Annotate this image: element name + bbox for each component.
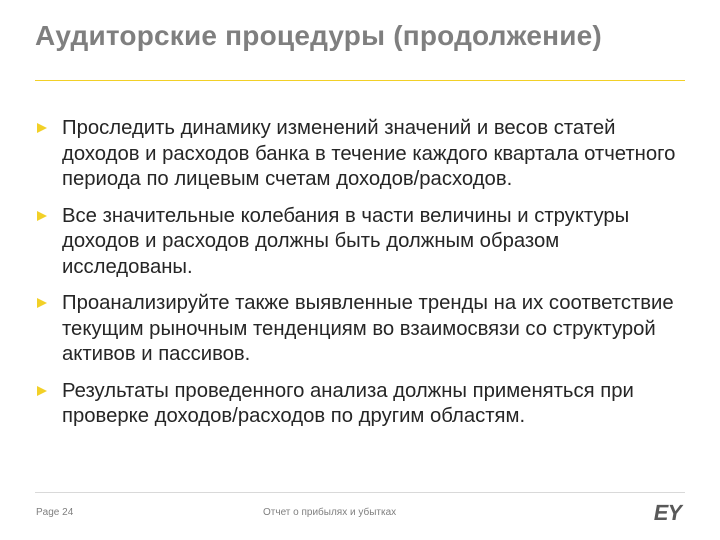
bullet-item [36, 379, 686, 430]
bullet-text: Результаты проведенного анализа должны применяться при проверке доходов/расходов по другим областям. [62, 379, 634, 427]
bullet-text: Проанализируйте также выявленные тренды на их соответствие текущим рыночным тенденциям во взаимосвязи со структурой активов и пассивов. [62, 292, 674, 365]
footer-divider [35, 492, 685, 493]
arrow-bullet-icon [37, 123, 47, 133]
title-divider [35, 80, 685, 81]
bullet-item [36, 116, 686, 193]
slide-title: Аудиторские процедуры (продолжение) [35, 20, 602, 51]
bullet-text: Все значительные колебания в части величины и структуры доходов и расходов должны быть должным образом исследованы. [62, 204, 630, 278]
bullet-text: Проследить динамику изменений значений и весов статей доходов и расходов банка в течение каждого квартала отчетного периода по лицевым счетам доходов/расходов. [62, 117, 676, 190]
bullet-item [36, 291, 686, 368]
footer-title: Отчет о прибылях и убытках [263, 507, 397, 518]
arrow-bullet-icon [37, 298, 47, 308]
arrow-bullet-icon [37, 211, 47, 221]
bullet-item [36, 204, 686, 281]
page-number: Page 24 [36, 507, 74, 518]
bullet-list [36, 116, 686, 441]
ey-logo-icon: EY [651, 500, 684, 525]
arrow-bullet-icon [37, 386, 47, 396]
